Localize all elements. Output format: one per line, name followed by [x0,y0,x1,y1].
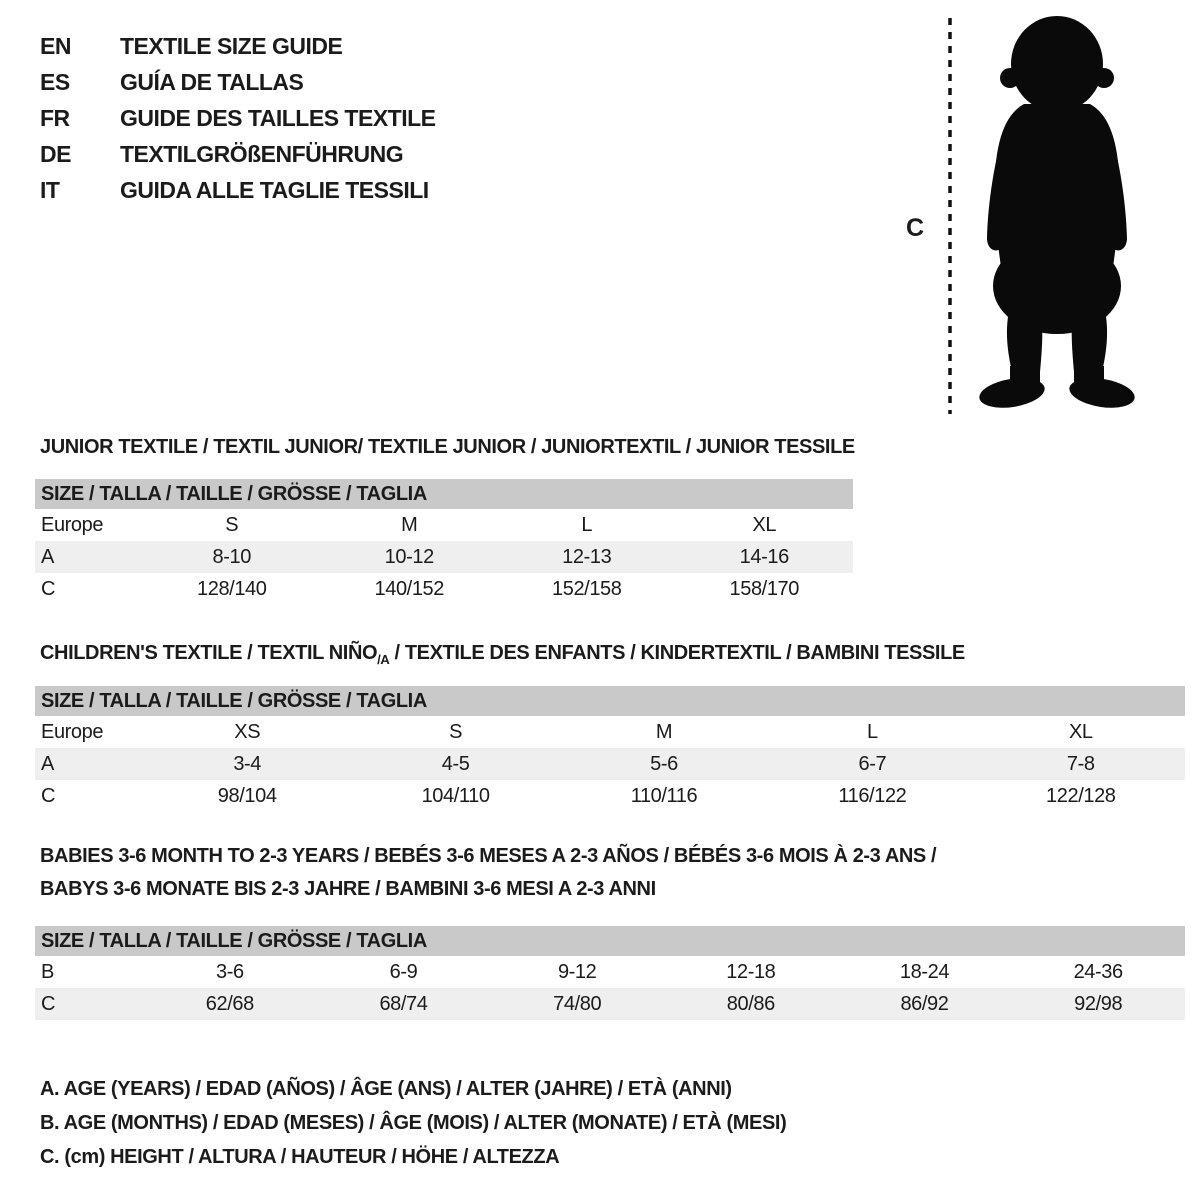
babies-row-months [35,956,1185,988]
age-months-value: 18-24 [899,961,950,983]
height-value: 110/116 [630,785,698,807]
height-value: 68/74 [379,993,428,1015]
lang-label: GUIDA ALLE TAGLIE TESSILI [120,176,429,203]
height-value: 116/122 [838,785,907,807]
height-value: 152/158 [552,578,622,600]
junior-size-table [35,479,853,605]
age-months-value: 3-6 [215,961,244,983]
junior-section-title: JUNIOR TEXTILE / TEXTIL JUNIOR/ TEXTILE JUNIOR / JUNIORTEXTIL / JUNIOR TESSILE [40,436,855,458]
children-row-age [35,748,1185,780]
lang-code: FR [40,104,70,131]
babies-section-title-line1: BABIES 3-6 MONTH TO 2-3 YEARS / BEBÉS 3-6 MESES A 2-3 AÑOS / BÉBÉS 3-6 MOIS À 2-3 ANS / [40,845,937,867]
height-value: 122/128 [1046,785,1116,807]
lang-code: IT [40,176,60,203]
row-label: C [41,578,56,600]
height-value: 104/110 [421,785,490,807]
children-title-sub: /A [377,652,390,667]
age-months-value: 9-12 [557,961,597,983]
lang-code: EN [40,32,71,59]
footnote-age-months: B. AGE (MONTHS) / EDAD (MESES) / ÂGE (MOIS) / ALTER (MONATE) / ETÀ (MESI) [40,1112,787,1134]
junior-row-height [35,573,853,605]
junior-row-age [35,541,853,573]
babies-size-header-bar: SIZE / TALLA / TAILLE / GRÖSSE / TAGLIA [35,926,1185,956]
lang-row-es [40,64,436,100]
row-label: Europe [41,721,104,743]
children-row-europe [35,716,1185,748]
age-value: 5-6 [650,753,678,775]
lang-row-it [40,172,436,208]
age-value: 6-7 [858,753,887,775]
height-value: 92/98 [1074,993,1123,1015]
age-value: 3-4 [233,753,262,775]
babies-row-height [35,988,1185,1020]
footnote-age-years: A. AGE (YEARS) / EDAD (AÑOS) / ÂGE (ANS) / ALTER (JAHRE) / ETÀ (ANNI) [40,1078,732,1100]
size-value: L [867,721,878,743]
row-label: C [41,785,56,807]
size-value: XS [234,721,261,743]
lang-code: DE [40,140,71,167]
height-value: 80/86 [726,993,775,1015]
junior-row-europe [35,509,853,541]
age-months-value: 12-18 [726,961,776,983]
children-section-title [40,642,965,667]
lang-label: TEXTILE SIZE GUIDE [120,32,343,59]
lang-code: ES [40,68,70,95]
size-value: M [655,721,673,743]
age-value: 14-16 [739,546,789,568]
row-label: A [41,546,54,568]
age-value: 7-8 [1066,753,1095,775]
lang-label: GUÍA DE TALLAS [120,68,304,95]
lang-row-fr [40,100,436,136]
lang-row-en [40,28,436,64]
height-value: 140/152 [374,578,444,600]
age-months-value: 24-36 [1073,961,1123,983]
row-label: Europe [41,514,104,536]
age-value: 10-12 [384,546,434,568]
height-value: 128/140 [197,578,267,600]
children-size-table [35,686,1185,812]
size-value: S [225,514,239,536]
height-value: 158/170 [729,578,799,600]
children-row-height [35,780,1185,812]
row-label: B [41,961,54,983]
age-value: 4-5 [441,753,470,775]
lang-label: TEXTILGRÖßENFÜHRUNG [120,140,404,167]
height-value: 62/68 [205,993,254,1015]
lang-label: GUIDE DES TAILLES TEXTILE [120,104,436,131]
row-label: A [41,753,54,775]
babies-size-table [35,926,1185,1020]
legend-footnotes [40,1072,786,1174]
height-dashed-line-icon [940,14,960,423]
children-title-prefix: CHILDREN'S TEXTILE / TEXTIL NIÑO [40,642,378,664]
children-title-suffix: / TEXTILE DES ENFANTS / KINDERTEXTIL / BAMBINI TESSILE [389,642,965,664]
age-months-value: 6-9 [389,961,418,983]
footnote-height-cm: C. (cm) HEIGHT / ALTURA / HAUTEUR / HÖHE / ALTEZZA [40,1146,560,1168]
babies-section-title-line2: BABYS 3-6 MONATE BIS 2-3 JAHRE / BAMBINI 3-6 MESI A 2-3 ANNI [40,878,656,900]
height-marker-label: C [906,214,925,242]
children-size-header-bar: SIZE / TALLA / TAILLE / GRÖSSE / TAGLIA [35,686,1185,716]
size-value: L [581,514,593,536]
height-value: 86/92 [900,993,949,1015]
size-value: XL [1068,721,1093,743]
language-title-list [40,28,436,208]
height-value: 98/104 [217,785,277,807]
toddler-silhouette-icon [962,6,1152,423]
size-value: M [401,514,418,536]
row-label: C [41,993,56,1015]
height-value: 74/80 [553,993,602,1015]
age-value: 8-10 [212,546,251,568]
junior-size-header-bar: SIZE / TALLA / TAILLE / GRÖSSE / TAGLIA [35,479,853,509]
age-value: 12-13 [562,546,612,568]
size-value: S [449,721,463,743]
size-value: XL [752,514,777,536]
lang-row-de [40,136,436,172]
